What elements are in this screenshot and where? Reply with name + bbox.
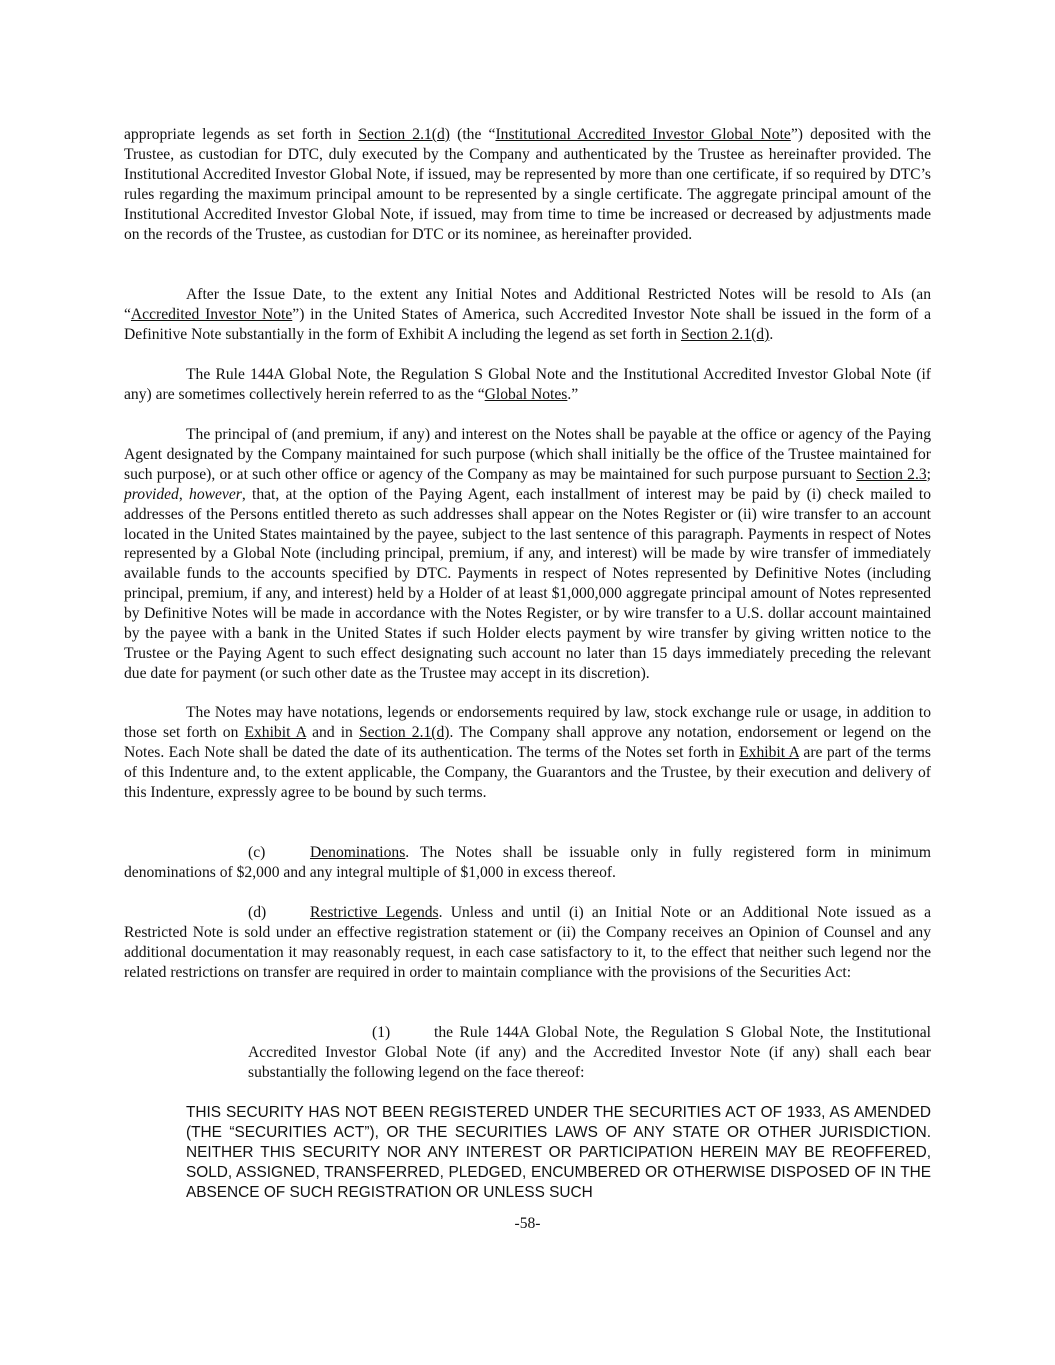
section-reference: Section 2.3 (856, 465, 927, 483)
defined-term: Accredited Investor Note (130, 305, 293, 323)
text: . (769, 325, 774, 343)
text: , (178, 485, 190, 503)
section-reference: Section 2.1(d) (680, 325, 770, 343)
text: and in (306, 723, 359, 741)
emphasis: however (189, 485, 242, 503)
defined-term: Global Notes (484, 385, 568, 403)
text: are part of the terms of this Indenture and, to the extent applicable, the Company, the Guarantors and the Trustee, by their execution and delivery of this Indenture, expressly agree to be bound by such terms. (124, 743, 931, 801)
paragraph-payments (124, 425, 931, 684)
item-number: (1) (372, 1024, 391, 1041)
section-heading: Denominations (310, 844, 406, 861)
paragraph-accredited-investor-note (124, 285, 931, 345)
paragraph-global-notes (124, 365, 931, 405)
text: ”) in the United States of America, such Accredited Investor Note shall be issued in the form of a Definitive Note substantially in the form of Exhibit A including the legend as set forth in (124, 305, 931, 343)
text: (the “ (449, 126, 496, 143)
text: . The Company shall approve any notation, endorsement or legend on the Notes. Each Note shall be dated the date of its authentication. The terms of the Notes set forth in (124, 723, 931, 761)
paragraph-subitem-1 (248, 1023, 931, 1083)
text: ; (926, 465, 931, 483)
emphasis: provided (124, 485, 179, 503)
item-number: (c) (248, 844, 266, 861)
restrictive-legend-text: THIS SECURITY HAS NOT BEEN REGISTERED UNDER THE SECURITIES ACT OF 1933, AS AMENDED (THE “SECURITIES ACT”), OR THE SECURITIES LAWS OF ANY STATE OR OTHER JURISDICTION. NEITHER THIS SECURITY NOR ANY INTEREST OR PARTICIPATION HEREIN MAY BE REOFFERED, SOLD, ASSIGNED, TRANSFERRED, PLEDGED, ENCUMBERED OR OTHERWISE DISPOSED OF IN THE ABSENCE OF SUCH REGISTRATION OR UNLESS SUCH (186, 1104, 931, 1201)
text: The Rule 144A Global Note, the Regulation S Global Note and the Institutional Accredited Investor Global Note (if any) are sometimes collectively herein referred to as the “ (124, 366, 931, 403)
text: the Rule 144A Global Note, the Regulation S Global Note, the Institutional Accredited Investor Global Note (if any) and the Accredited Investor Note (if any) shall each bear substantially the following legend on the face thereof: (248, 1024, 931, 1081)
section-reference: Section 2.1(d) (358, 126, 450, 143)
paragraph-denominations (124, 843, 931, 883)
paragraph-notations (124, 703, 931, 803)
text: The Notes may have notations, legends or endorsements required by law, stock exchange rule or usage, in addition to those set forth on (124, 704, 931, 741)
text: . The Notes shall be issuable only in fully registered form in minimum denominations of $2,000 and any integral multiple of $1,000 in excess thereof. (124, 844, 931, 881)
section-heading: Restrictive Legends (310, 904, 439, 921)
item-number: (d) (248, 904, 267, 921)
page-number: -58- (514, 1215, 541, 1232)
text: appropriate legends as set forth in (124, 126, 359, 143)
section-reference: Section 2.1(d) (358, 723, 450, 741)
paragraph-restrictive-legends (124, 903, 931, 983)
paragraph-iai-global-note (124, 125, 931, 244)
text: After the Issue Date, to the extent any Initial Notes and Additional Restricted Notes will be resold to AIs (an “ (124, 286, 931, 323)
text: ”) deposited with the Trustee, as custodian for DTC, duly executed by the Company and authenticated by the Trustee as hereinafter provided. The Institutional Accredited Investor Global Note, if issued, may be represented by more than one certificate, if so required by DTC’s rules regarding the maximum principal amount to be represented by a single certificate. The aggregate principal amount of the Institutional Accredited Investor Global Note, if issued, may from time to time be increased or decreased by adjustments made on the records of the Trustee, as custodian for DTC or its nominee, as hereinafter provided. (124, 126, 931, 243)
text: .” (567, 385, 579, 403)
defined-term: Institutional Accredited Investor Global Note (495, 126, 791, 143)
text: , that, at the option of the Paying Agent, each installment of interest may be paid by (i) check mailed to addresses of the Persons entitled thereto as such addresses shall appear on the Notes Register or (ii) wire transfer to an account located in the United States maintained by the payee, subject to the last sentence of this paragraph. Payments in respect of Notes represented by a Global Note (including principal, premium, if any, and interest) will be made by wire transfer of immediately available funds to the accounts specified by DTC. Payments in respect of Notes represented by Definitive Notes (including principal, premium, if any, and interest) held by a Holder of at least $1,000,000 aggregate principal amount of Notes represented by Definitive Notes will be made in accordance with the Notes Register, or by wire transfer to a U.S. dollar account maintained by the payee with a bank in the United States if such Holder elects payment by wire transfer by giving written notice to the Trustee or the Paying Agent to such effect designating such account no later than 15 days immediately preceding the relevant due date for payment (or such other date as the Trustee may accept in its discretion). (124, 485, 932, 682)
exhibit-reference: Exhibit A (244, 723, 307, 741)
exhibit-reference: Exhibit A (739, 743, 799, 761)
text: The principal of (and premium, if any) and interest on the Notes shall be payable at the office or agency of the Paying Agent designated by the Company maintained for such purpose (which shall initially be the office of the Trustee maintained for such purpose), or at such other office or agency of the Company as may be maintained for such purpose pursuant to (124, 426, 931, 483)
text: . Unless and until (i) an Initial Note or an Additional Note issued as a Restricted Note is sold under an effective registration statement or (ii) the Company receives an Opinion of Counsel and any additional documentation it may reasonably request, in each case satisfactory to it, to the effect that neither such legend nor the related restrictions on transfer are required in order to maintain compliance with the provisions of the Securities Act: (124, 904, 931, 981)
